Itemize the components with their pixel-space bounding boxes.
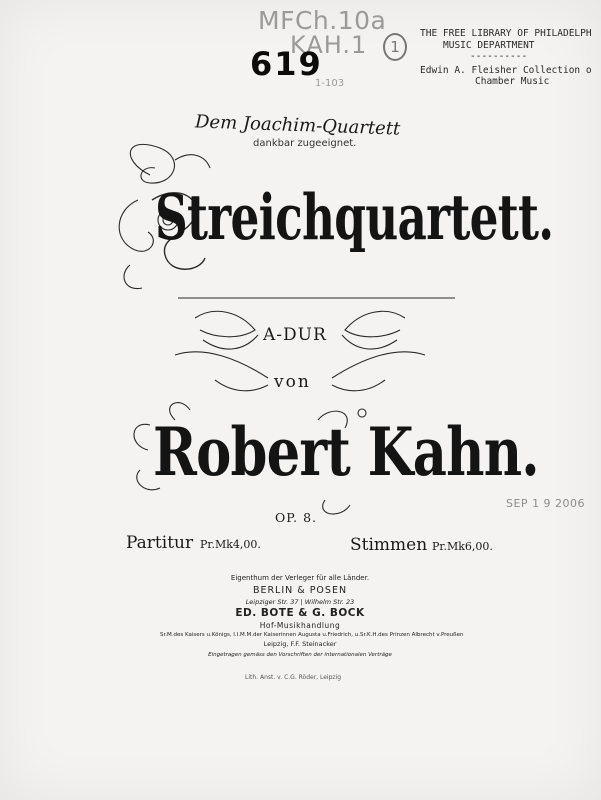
work-title: Streichquartett. — [155, 180, 554, 254]
key-signature: A-DUR — [263, 325, 327, 345]
dedication-line1: Dem Joachim-Quartett — [194, 111, 401, 140]
by-label: von — [274, 372, 311, 392]
library-label-line4: Edwin A. Fleisher Collection o — [420, 64, 592, 76]
dedication-line2: dankbar zugeeignet. — [253, 138, 357, 149]
parts-label: Stimmen — [350, 535, 428, 555]
publisher-leipzig: Leipzig, F.F. Steinacker — [263, 640, 337, 648]
composer-name: Robert Kahn. — [153, 413, 539, 491]
publisher-role: Hof-Musikhandlung — [259, 621, 341, 630]
circled-number: 1 — [383, 33, 407, 61]
library-label-line5: Chamber Music — [475, 76, 550, 87]
lithographer-credit: Lith. Anst. v. C.G. Röder, Leipzig — [245, 674, 342, 681]
library-label-line1: THE FREE LIBRARY OF PHILADELPH — [420, 28, 592, 39]
library-label — [420, 28, 601, 88]
publisher-cities: BERLIN & POSEN — [252, 585, 348, 596]
publisher-addresses: Leipziger Str. 37 | Wilhelm Str. 23 — [245, 598, 355, 606]
library-label-line3: ---------- — [470, 51, 528, 62]
call-number-line1: MFCh.10a — [258, 6, 387, 35]
call-number-small: 1-103 — [315, 78, 345, 89]
publisher-legal: Eingetragen gemäss den Vorschriften der internationalen Verträge — [208, 652, 392, 658]
parts-price: Pr.Mk6,00. — [432, 540, 493, 553]
catalog-number: 619 — [250, 45, 323, 83]
publisher-patrons: Sr.M.des Kaisers u.Königs, I.I.M.M.der Kaiserinnen Augusta u.Friedrich, u.Sr.K.H.des Prinzen Albrecht v.Preußen — [160, 632, 464, 638]
call-number-line2: KAH.1 — [290, 31, 368, 59]
library-label-line2: MUSIC DEPARTMENT — [443, 39, 535, 51]
score-label: Partitur — [126, 533, 194, 553]
opus-number: OP. 8. — [275, 510, 317, 525]
publisher-name: ED. BOTE & G. BOCK — [235, 607, 365, 619]
publisher-rights: Eigenthum der Verleger für alle Länder. — [230, 574, 370, 582]
score-price: Pr.Mk4,00. — [200, 538, 261, 551]
date-stamp: SEP 1 9 2006 — [506, 497, 586, 510]
